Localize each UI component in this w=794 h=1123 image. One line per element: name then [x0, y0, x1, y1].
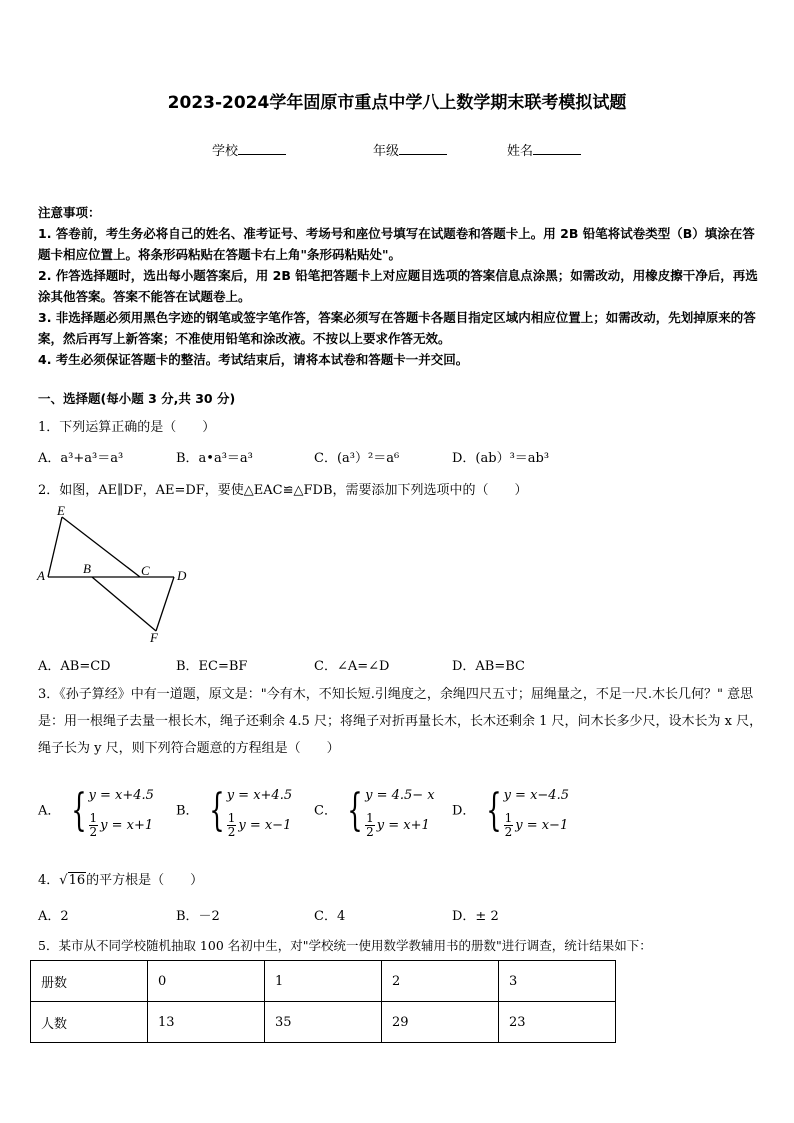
q2-geometry-figure: [34, 500, 194, 646]
notes-heading: 注意事项：: [38, 205, 101, 220]
table-cell: 3: [499, 961, 616, 1002]
table-cell: 1: [265, 961, 382, 1002]
equation-line-1: y = x+4.5: [88, 788, 154, 803]
label-d: D: [177, 568, 187, 583]
q2-option-b[interactable]: B．EC=BF: [176, 659, 248, 674]
grade-field: [373, 140, 447, 159]
table-cell: 29: [382, 1002, 499, 1043]
note-item: 3. 非选择题必须用黑色字迹的钢笔或签字笔作答，答案必须写在答题卡各题目指定区域内相应位置上；如需改动，先划掉原来的答案，然后再写上新答案；不准使用铅笔和涂改液。不按以上要求作答无效。: [38, 310, 756, 346]
equation-system: [341, 781, 435, 841]
q3-option-c[interactable]: [314, 781, 435, 841]
label-f: F: [150, 630, 158, 645]
label-b: B: [83, 561, 91, 576]
equation-line-1: y = x−4.5: [503, 788, 569, 803]
section-heading: 一、选择题(每小题 3 分,共 30 分): [38, 391, 236, 406]
option-letter: A．: [38, 803, 61, 819]
table-cell: 2: [382, 961, 499, 1002]
label-a: A: [37, 568, 45, 583]
q4-option-c[interactable]: C．4: [314, 909, 346, 924]
equation-system: [203, 781, 292, 841]
q4-option-b[interactable]: B．－2: [176, 909, 220, 924]
question-1-stem: 1．下列运算正确的是（ ）: [38, 420, 216, 435]
q4-option-d[interactable]: D．± 2: [452, 909, 499, 924]
question-4-stem: [38, 869, 203, 888]
question-5-stem: 5．某市从不同学校随机抽取 100 名初中生，对"学校统一使用数学教辅用书的册数"进行调查，统计结果如下：: [38, 938, 652, 953]
table-cell: 35: [265, 1002, 382, 1043]
table-cell: 13: [148, 1002, 265, 1043]
question-3-stem: 3．《孙子算经》中有一道题，原文是："今有木，不知长短.引绳度之，余绳四尺五寸；屈绳量之，不足一尺.木长几何？" 意思是：用一根绳子去量一根长木，绳子还剩余 4.5 尺；将绳子对折再量长木，长木还剩余 1 尺，问木长多少尺，设木长为 x 尺，绳子长为 y 尺，则下列符合题意的方程组是（ ）: [38, 687, 763, 756]
equation-system: [480, 781, 569, 841]
q3-option-b[interactable]: [176, 781, 292, 841]
q4-option-a[interactable]: A．2: [38, 909, 69, 924]
equation-line-1: y = 4.5− x: [365, 788, 435, 803]
option-letter: C．: [314, 803, 337, 819]
school-field: [212, 140, 286, 159]
segment-ec: [62, 517, 140, 577]
q1-option-c[interactable]: C．(a³）²＝a⁶: [314, 451, 400, 466]
stem-text: 的平方根是（ ）: [86, 873, 204, 888]
sqrt-icon: √: [59, 873, 68, 888]
fraction: $\frac{1}{2}$: [89, 811, 98, 839]
table-row: [31, 1002, 616, 1043]
name-blank[interactable]: [533, 142, 581, 155]
brace-icon: {: [485, 785, 502, 836]
fraction: $\frac{1}{2}$: [504, 811, 513, 839]
fraction: $\frac{1}{2}$: [366, 811, 374, 839]
label-e: E: [57, 503, 65, 518]
q3-option-d[interactable]: [452, 781, 569, 841]
option-letter: D．: [452, 803, 476, 819]
q1-option-b[interactable]: B．a•a³＝a³: [176, 451, 253, 466]
school-label: 学校: [212, 144, 239, 159]
segment-bf: [92, 577, 156, 631]
q2-option-d[interactable]: D．AB=BC: [452, 659, 525, 674]
equation-line-2: y = x−1: [238, 818, 292, 833]
equation-line-1: y = x+4.5: [226, 788, 293, 803]
name-field: [507, 140, 581, 159]
equation-system: [65, 781, 154, 841]
equation-line-2: y = x+1: [376, 818, 430, 833]
option-letter: B．: [176, 803, 199, 819]
q1-option-a[interactable]: A．a³+a³＝a³: [38, 451, 124, 466]
q3-option-a[interactable]: [38, 781, 154, 841]
q1-option-d[interactable]: D．(ab）³＝ab³: [452, 451, 550, 466]
note-item: 1. 答卷前，考生务必将自己的姓名、准考证号、考场号和座位号填写在试题卷和答题卡上。用 2B 铅笔将试卷类型（B）填涂在答题卡相应位置上。将条形码粘贴在答题卡右上角"条形码粘贴处"。: [38, 226, 755, 262]
table-cell: 0: [148, 961, 265, 1002]
q2-option-c[interactable]: C．∠A=∠D: [314, 659, 390, 674]
grade-blank[interactable]: [399, 142, 447, 155]
table-cell: 23: [499, 1002, 616, 1043]
equation-line-2: y = x+1: [100, 818, 154, 833]
radicand: 16: [68, 873, 86, 888]
fraction: $\frac{1}{2}$: [227, 811, 236, 839]
brace-icon: {: [70, 785, 87, 836]
note-item: 2. 作答选择题时，选出每小题答案后，用 2B 铅笔把答题卡上对应题目选项的答案信息点涂黑；如需改动，用橡皮擦干净后，再选涂其他答案。答案不能答在试题卷上。: [38, 268, 758, 304]
table-row: [31, 961, 616, 1002]
note-item: 4. 考生必须保证答题卡的整洁。考试结束后，请将本试卷和答题卡一并交回。: [38, 352, 469, 367]
survey-table: [30, 960, 616, 1043]
brace-icon: {: [347, 785, 363, 836]
q2-option-a[interactable]: A．AB=CD: [38, 659, 111, 674]
question-number: 4．: [38, 873, 60, 888]
grade-label: 年级: [373, 144, 400, 159]
name-label: 姓名: [507, 144, 534, 159]
table-cell: 册数: [31, 961, 148, 1002]
brace-icon: {: [209, 785, 225, 836]
school-blank[interactable]: [238, 142, 286, 155]
table-cell: 人数: [31, 1002, 148, 1043]
label-c: C: [141, 563, 150, 578]
question-2-stem: 2．如图，AE∥DF，AE=DF，要使△EAC≌△FDB，需要添加下列选项中的（ ）: [38, 483, 528, 498]
segment-ae: [48, 517, 62, 577]
equation-line-2: y = x−1: [515, 818, 569, 833]
page-title: 2023-2024学年固原市重点中学八上数学期末联考模拟试题: [167, 93, 627, 113]
segment-df: [156, 577, 174, 631]
notes-block: [38, 202, 762, 370]
